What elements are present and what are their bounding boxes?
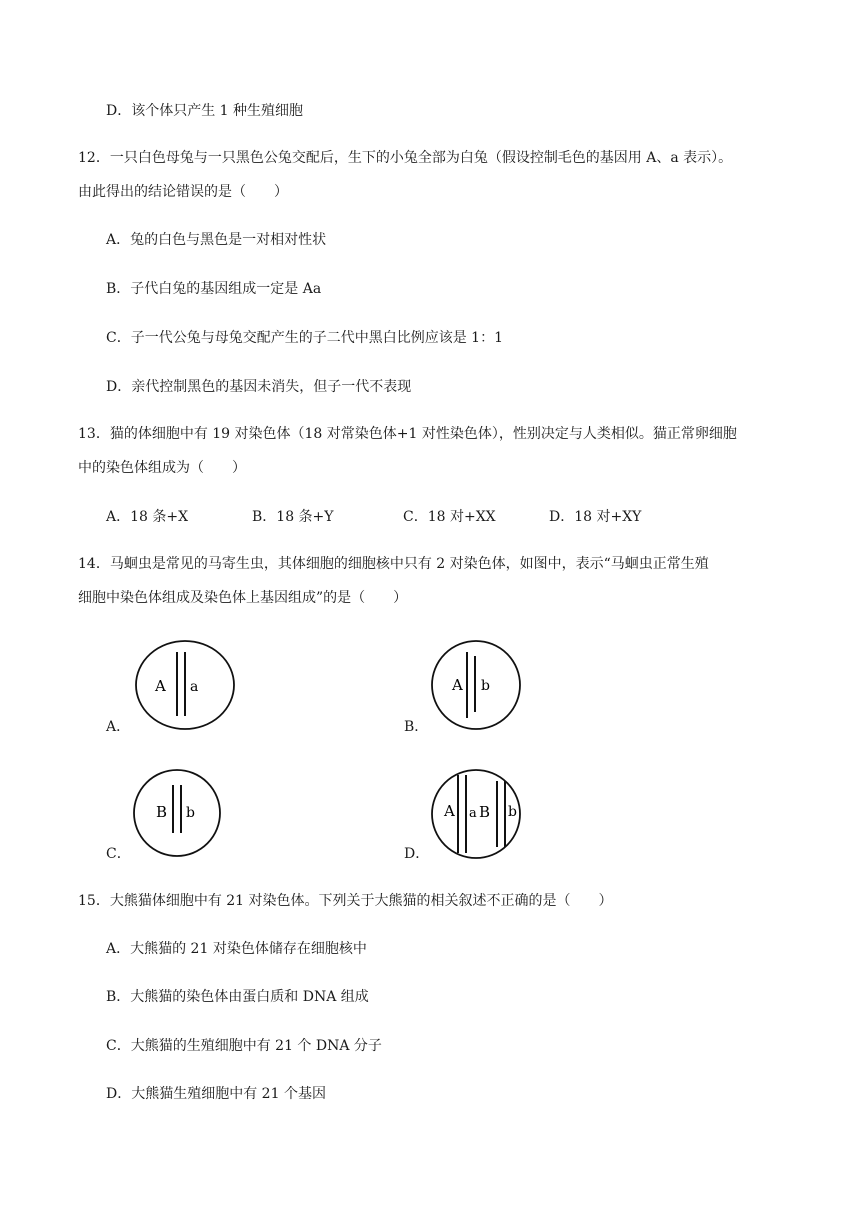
q14-figure-c-cell — [131, 767, 223, 859]
gene-label: b — [481, 678, 490, 694]
q12-option-b: B．子代白兔的基因组成一定是 Aa — [106, 281, 322, 297]
q12-option-a: A．兔的白色与黑色是一对相对性状 — [106, 232, 327, 248]
q14-figure-b-cell — [429, 638, 523, 732]
gene-label: a — [469, 806, 477, 821]
q13-option-b: B．18 条+Y — [252, 509, 334, 525]
gene-label: b — [186, 805, 195, 821]
q13-option-d: D．18 对+XY — [549, 509, 642, 525]
q15-stem: 15．大熊猫体细胞中有 21 对染色体。下列关于大熊猫的相关叙述不正确的是（ ） — [78, 893, 613, 909]
q14-figure-b-label: B． — [404, 719, 429, 735]
q12-option-c: C．子一代公兔与母兔交配产生的子二代中黑白比例应该是 1：1 — [106, 330, 503, 346]
q13-options-row — [0, 507, 860, 527]
gene-label: A — [452, 676, 463, 694]
q15-option-c: C．大熊猫的生殖细胞中有 21 个 DNA 分子 — [106, 1038, 382, 1054]
q13-option-c: C．18 对+XX — [403, 509, 496, 525]
q14-figure-a-label: A． — [106, 719, 131, 735]
q12-stem-line2: 由此得出的结论错误的是（ ） — [78, 184, 288, 200]
cell-membrane — [134, 770, 220, 856]
gene-label: b — [508, 804, 517, 820]
q14-stem-line2: 细胞中染色体组成及染色体上基因组成”的是（ ） — [78, 590, 408, 606]
q15-option-d: D．大熊猫生殖细胞中有 21 个基因 — [106, 1086, 326, 1102]
q13-stem-line2: 中的染色体组成为（ ） — [78, 460, 246, 476]
q14-figure-c-label: C． — [106, 846, 131, 862]
q11-option-d: D．该个体只产生 1 种生殖细胞 — [106, 103, 304, 119]
gene-label: a — [190, 679, 199, 695]
q12-stem-line1: 12．一只白色母兔与一只黑色公兔交配后，生下的小兔全部为白兔（假设控制毛色的基因用 A、a 表示）。 — [78, 150, 733, 166]
q13-option-a: A．18 条+X — [106, 509, 189, 525]
q14-figure-d-label: D． — [404, 846, 430, 862]
q14-figure-a-cell — [133, 638, 237, 732]
q12-option-d: D．亲代控制黑色的基因未消失，但子一代不表现 — [106, 379, 412, 395]
q14-figure-d-cell — [429, 767, 523, 861]
gene-label: A — [444, 802, 455, 820]
gene-label: B — [479, 803, 491, 821]
gene-label: B — [156, 803, 168, 821]
q14-stem-line1: 14．马蛔虫是常见的马寄生虫，其体细胞的细胞核中只有 2 对染色体，如图中，表示“马蛔虫正常生殖 — [78, 556, 709, 572]
gene-label: A — [155, 677, 166, 695]
q15-option-a: A．大熊猫的 21 对染色体储存在细胞核中 — [106, 941, 367, 957]
q15-option-b: B．大熊猫的染色体由蛋白质和 DNA 组成 — [106, 989, 369, 1005]
q13-stem-line1: 13．猫的体细胞中有 19 对染色体（18 对常染色体+1 对性染色体），性别决定与人类相似。猫正常卵细胞 — [78, 426, 737, 442]
